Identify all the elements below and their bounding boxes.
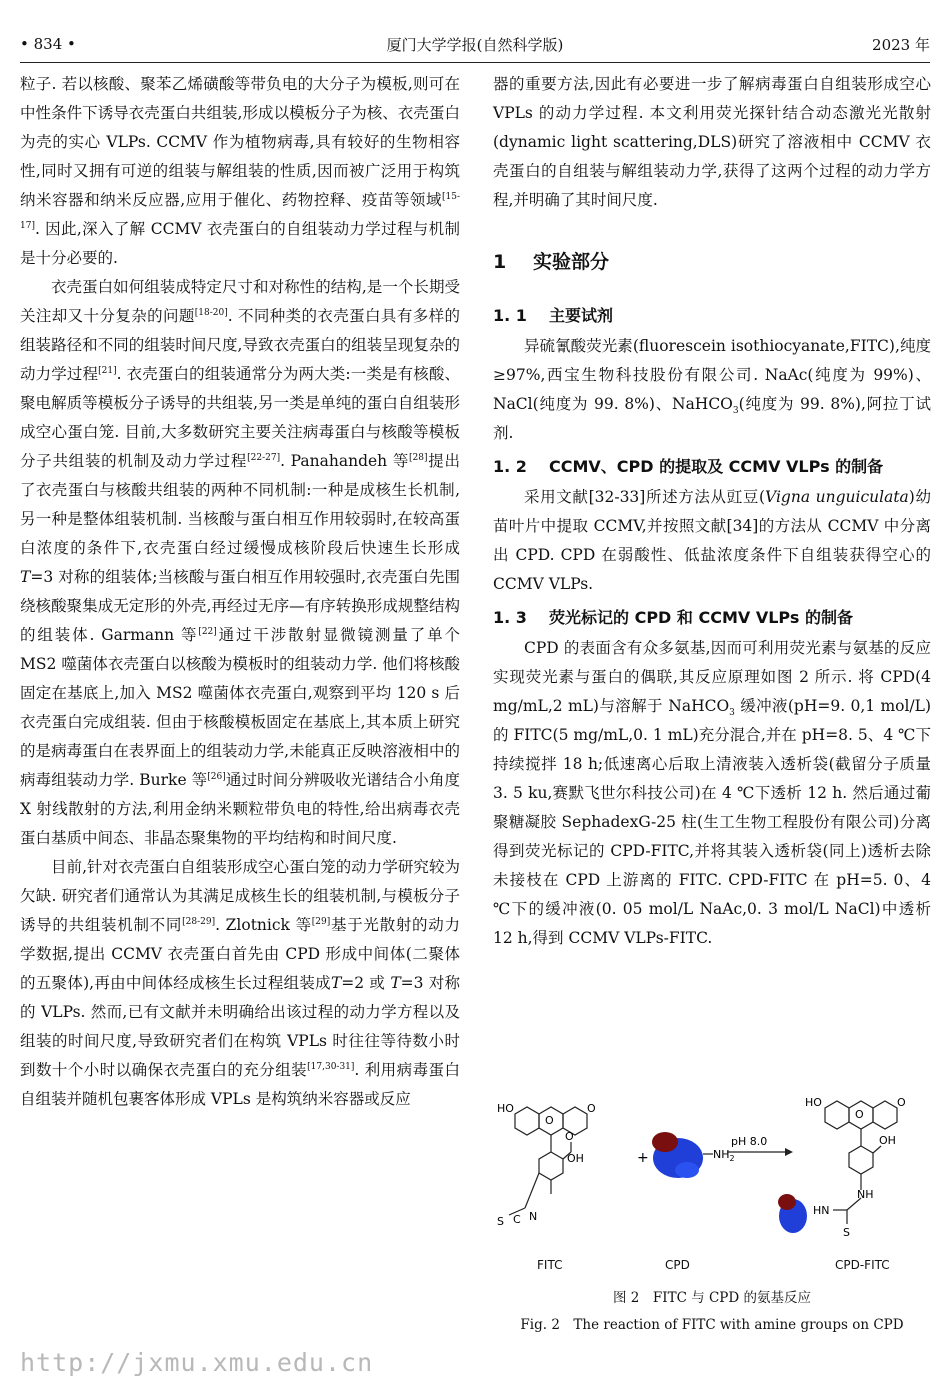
- label-fitc: FITC: [537, 1258, 563, 1272]
- arrow-head-icon: [785, 1148, 793, 1156]
- section-heading: 1 实验部分: [493, 251, 610, 273]
- atom-label: HO: [497, 1102, 514, 1115]
- citation: [22]: [198, 627, 217, 637]
- journal-title: 厦门大学学报(自然科学版): [386, 35, 564, 54]
- figure-reaction-scheme: [495, 1090, 931, 1280]
- watermark-url: http://jxmu.xmu.edu.cn: [20, 1348, 374, 1377]
- cpd-protein-icon: [652, 1132, 703, 1178]
- atom-label: OH: [567, 1152, 584, 1165]
- right-column: [493, 70, 931, 953]
- citation: [21]: [98, 366, 117, 376]
- reaction-diagram: [495, 1090, 931, 1280]
- citation: [15-17]: [20, 192, 460, 231]
- paragraph: 目前,针对衣壳蛋白自组装形成空心蛋白笼的动力学研究较为欠缺. 研究者们通常认为其满足成核生长的组装机制,与模板分子诱导的共组装机制不同[28-29]. Zlotnick 等[29]基于光散射的动力学数据,提出 CCMV 衣壳蛋白首先由 CPD 形成中间体(二聚体的五聚体),再由中间体经成核生长过程组装成T=2 或 T=3 对称的 VLPs. 然而,已有文献并未明确给出该过程的动力学方程以及组装的时间尺度,导致研究者们在构筑 VPLs 时往往等待数小时到数十个小时以确保衣壳蛋白的充分组装[17,30-31]. 利用病毒蛋白自组装并随机包裹客体形成 VPLs 是构筑纳米容器或反应: [20, 858, 460, 1108]
- atom-label: O: [545, 1114, 554, 1127]
- header-divider: [20, 62, 930, 63]
- atom-label: S: [843, 1226, 850, 1239]
- plus-sign: +: [637, 1150, 649, 1166]
- atom-label: O: [565, 1130, 574, 1143]
- label-cpd: CPD: [665, 1258, 690, 1272]
- header-year: 2023 年: [872, 35, 930, 54]
- atom-label: HN: [813, 1204, 830, 1217]
- paragraph: 采用文献[32-33]所述方法从豇豆(Vigna unguiculata)幼苗叶片中提取 CCMV,并按照文献[34]的方法从 CCMV 中分离出 CPD. CPD 在弱酸性、低盐浓度条件下自组装获得空心的 CCMV VLPs.: [493, 488, 931, 593]
- paragraph: 器的重要方法,因此有必要进一步了解病毒蛋白自组装形成空心 VPLs 的动力学过程. 本文利用荧光探针结合动态激光光散射(dynamic light scattering,DLS)研究了溶液相中 CCMV 衣壳蛋白的自组装与解组装动力学,获得了这两个过程的动力学方程,并明确了其时间尺度.: [493, 75, 931, 209]
- page-number: • 834 •: [20, 35, 76, 53]
- citation: [28-29]: [182, 917, 216, 927]
- citation: [17,30-31]: [307, 1062, 355, 1072]
- citation: [26]: [207, 772, 226, 782]
- subsection-heading: 1. 2 CCMV、CPD 的提取及 CCMV VLPs 的制备: [493, 457, 884, 476]
- citation: [22-27]: [247, 453, 281, 463]
- figure-caption-en: Fig. 2 The reaction of FITC with amine groups on CPD: [520, 1317, 904, 1333]
- atom-label: C: [513, 1213, 521, 1226]
- atom-label: O: [587, 1102, 596, 1115]
- atom-label: OH: [879, 1134, 896, 1147]
- figure-caption-cn: 图 2 FITC 与 CPD 的氨基反应: [612, 1290, 812, 1306]
- citation: [28]: [409, 453, 428, 463]
- atom-label: S: [497, 1215, 504, 1228]
- subsection-heading: 1. 1 主要试剂: [493, 306, 614, 325]
- atom-label: $NH_2$: [713, 1148, 735, 1163]
- citation: [29]: [311, 917, 331, 927]
- atom-label: O: [897, 1096, 906, 1109]
- atom-label: HO: [805, 1096, 822, 1109]
- cpd-protein-icon: [778, 1194, 807, 1233]
- arrow-label: pH 8.0: [731, 1135, 768, 1148]
- label-cpd-fitc: CPD-FITC: [835, 1258, 890, 1272]
- page-header: [20, 30, 930, 58]
- paragraph: 粒子. 若以核酸、聚苯乙烯磺酸等带负电的大分子为模板,则可在中性条件下诱导衣壳蛋白共组装,形成以模板分子为核、衣壳蛋白为壳的实心 VLPs. CCMV 作为植物病毒,具有较好的生物相容性,同时又拥有可逆的组装与解组装的性质,因而被广泛用于构筑纳米容器和纳米反应器,应用于催化、药物控释、疫苗等领域[15-17]. 因此,深入了解 CCMV 衣壳蛋白的自组装动力学过程与机制是十分必要的.: [20, 75, 460, 267]
- citation: [18-20]: [194, 308, 228, 318]
- atom-label: NH: [857, 1188, 874, 1201]
- left-column: [20, 70, 460, 1114]
- paragraph: CPD 的表面含有众多氨基,因而可利用荧光素与氨基的反应实现荧光素与蛋白的偶联,其反应原理如图 2 所示. 将 CPD(4 mg/mL,2 mL)与溶解于 NaHCO$_3$ 缓冲液(pH=9. 0,1 mol/L)的 FITC(5 mg/mL,0. 1 mL)充分混合,并在 pH=8. 5、4 ℃下持续搅拌 18 h;低速离心后取上清液装入透析袋(截留分子质量 3. 5 ku,赛默飞世尔科技公司)在 4 ℃下透析 12 h. 然后通过葡聚糖凝胶 SephadexG-25 柱(生工生物工程股份有限公司)分离得到荧光标记的 CPD-FITC,并将其装入透析袋(同上)透析去除未接枝在 CPD 上游离的 FITC. CPD-FITC 在 pH=5. 0、4 ℃下的缓冲液(0. 05 mol/L NaAc,0. 3 mol/L NaCl)中透析 12 h,得到 CCMV VLPs-FITC.: [493, 639, 931, 947]
- atom-label: O: [855, 1108, 864, 1121]
- atom-label: N: [529, 1210, 538, 1223]
- subsection-heading: 1. 3 荧光标记的 CPD 和 CCMV VLPs 的制备: [493, 608, 853, 627]
- paragraph: 衣壳蛋白如何组装成特定尺寸和对称性的结构,是一个长期受关注却又十分复杂的问题[18-20]. 不同种类的衣壳蛋白具有多样的组装路径和不同的组装时间尺度,导致衣壳蛋白的组装呈现复杂的动力学过程[21]. 衣壳蛋白的组装通常分为两大类:一类是有核酸、聚电解质等模板分子诱导的共组装,另一类是单纯的蛋白自组装形成空心蛋白笼. 目前,大多数研究主要关注病毒蛋白与核酸等模板分子共组装的机制及动力学过程[22-27]. Panahandeh 等[28]提出了衣壳蛋白与核酸共组装的两种不同机制:一种是成核生长机制,另一种是整体组装机制. 当核酸与蛋白相互作用较弱时,在较高蛋白浓度的条件下,衣壳蛋白经过缓慢成核阶段后快速生长形成 T=3 对称的组装体;当核酸与蛋白相互作用较强时,衣壳蛋白先围绕核酸聚集成无定形的外壳,再经过无序—有序转换形成规整结构的组装体. Garmann 等[22]通过干涉散射显微镜测量了单个 MS2 噬菌体衣壳蛋白以核酸为模板时的组装动力学. 他们将核酸固定在基底上,加入 MS2 噬菌体衣壳蛋白,观察到平均 120 s 后衣壳蛋白完成组装. 但由于核酸模板固定在基底上,其本质上研究的是病毒蛋白在表界面上的组装动力学,未能真正反映溶液相中的病毒组装动力学. Burke 等[26]通过时间分辨吸收光谱结合小角度 X 射线散射的方法,利用金纳米颗粒带负电的特性,给出病毒衣壳蛋白基质中间态、非晶态聚集物的平均结构和时间尺度.: [20, 278, 460, 847]
- paragraph: 异硫氰酸荧光素(fluorescein isothiocyanate,FITC),纯度≥97%,西宝生物科技股份有限公司. NaAc(纯度为 99%)、NaCl(纯度为 99. 8%)、NaHCO$_3$(纯度为 99. 8%),阿拉丁试剂.: [493, 337, 931, 442]
